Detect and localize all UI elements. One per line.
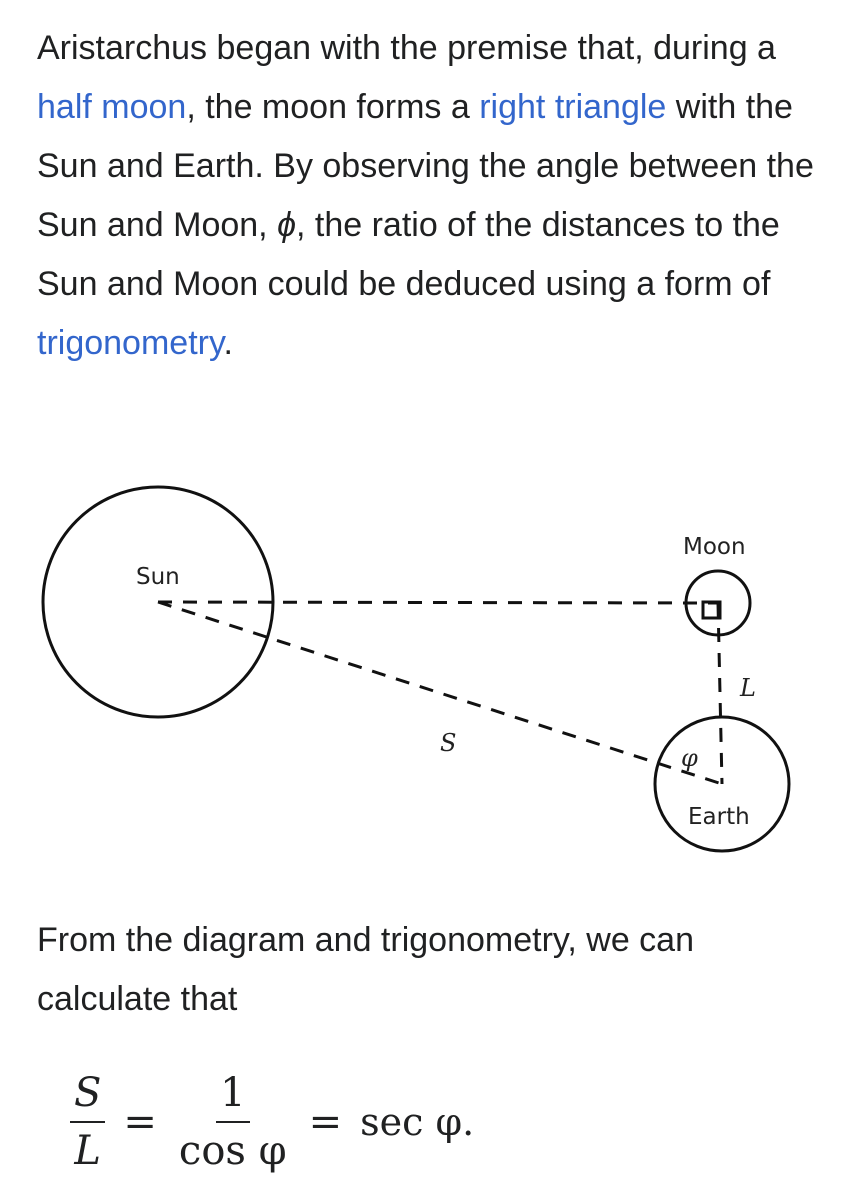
l-label: L — [740, 674, 756, 702]
intro-text-4: , the ratio of the distances to the Sun and Moon could be deduced using a form of — [37, 206, 780, 303]
phi-symbol: ϕ — [277, 206, 296, 244]
moon-label: Moon — [683, 534, 746, 560]
half-moon-link[interactable]: half moon — [37, 88, 187, 126]
conclusion-paragraph: From the diagram and trigonometry, we can calculate that — [37, 921, 694, 1018]
intro-text-5: . — [223, 324, 233, 362]
intro-text-1: Aristarchus began with the premise that, during a — [37, 29, 776, 67]
s-label: S — [440, 729, 457, 757]
fraction-one-over-cos — [175, 1069, 291, 1175]
fraction-s-over-l — [70, 1069, 105, 1175]
fraction-l-denominator: L — [74, 1128, 101, 1174]
intro-text-2: , the moon forms a — [186, 88, 480, 126]
intro-text-3: with the Sun and Earth. By observing the angle between the Sun and Moon, — [37, 88, 814, 244]
intro-paragraph — [37, 19, 817, 373]
sun-moon-line — [158, 602, 718, 603]
trigonometry-link[interactable]: trigonometry — [37, 324, 224, 362]
aristarchus-diagram — [0, 470, 847, 890]
fraction-s-numerator: S — [70, 1069, 105, 1123]
fraction-cos-denominator: cos φ — [178, 1128, 287, 1174]
moon-earth-line — [718, 603, 722, 784]
right-triangle-link[interactable]: right triangle — [479, 88, 667, 126]
formula — [70, 1062, 474, 1182]
fraction-one-numerator: 1 — [216, 1069, 249, 1123]
equals-sign-1: = — [123, 1099, 157, 1145]
earth-label: Earth — [688, 804, 750, 830]
sun-label: Sun — [136, 564, 180, 590]
equals-sign-2: = — [308, 1099, 343, 1145]
sec-phi-expression: sec φ. — [360, 1100, 475, 1144]
angle-phi-label: φ — [681, 744, 698, 772]
